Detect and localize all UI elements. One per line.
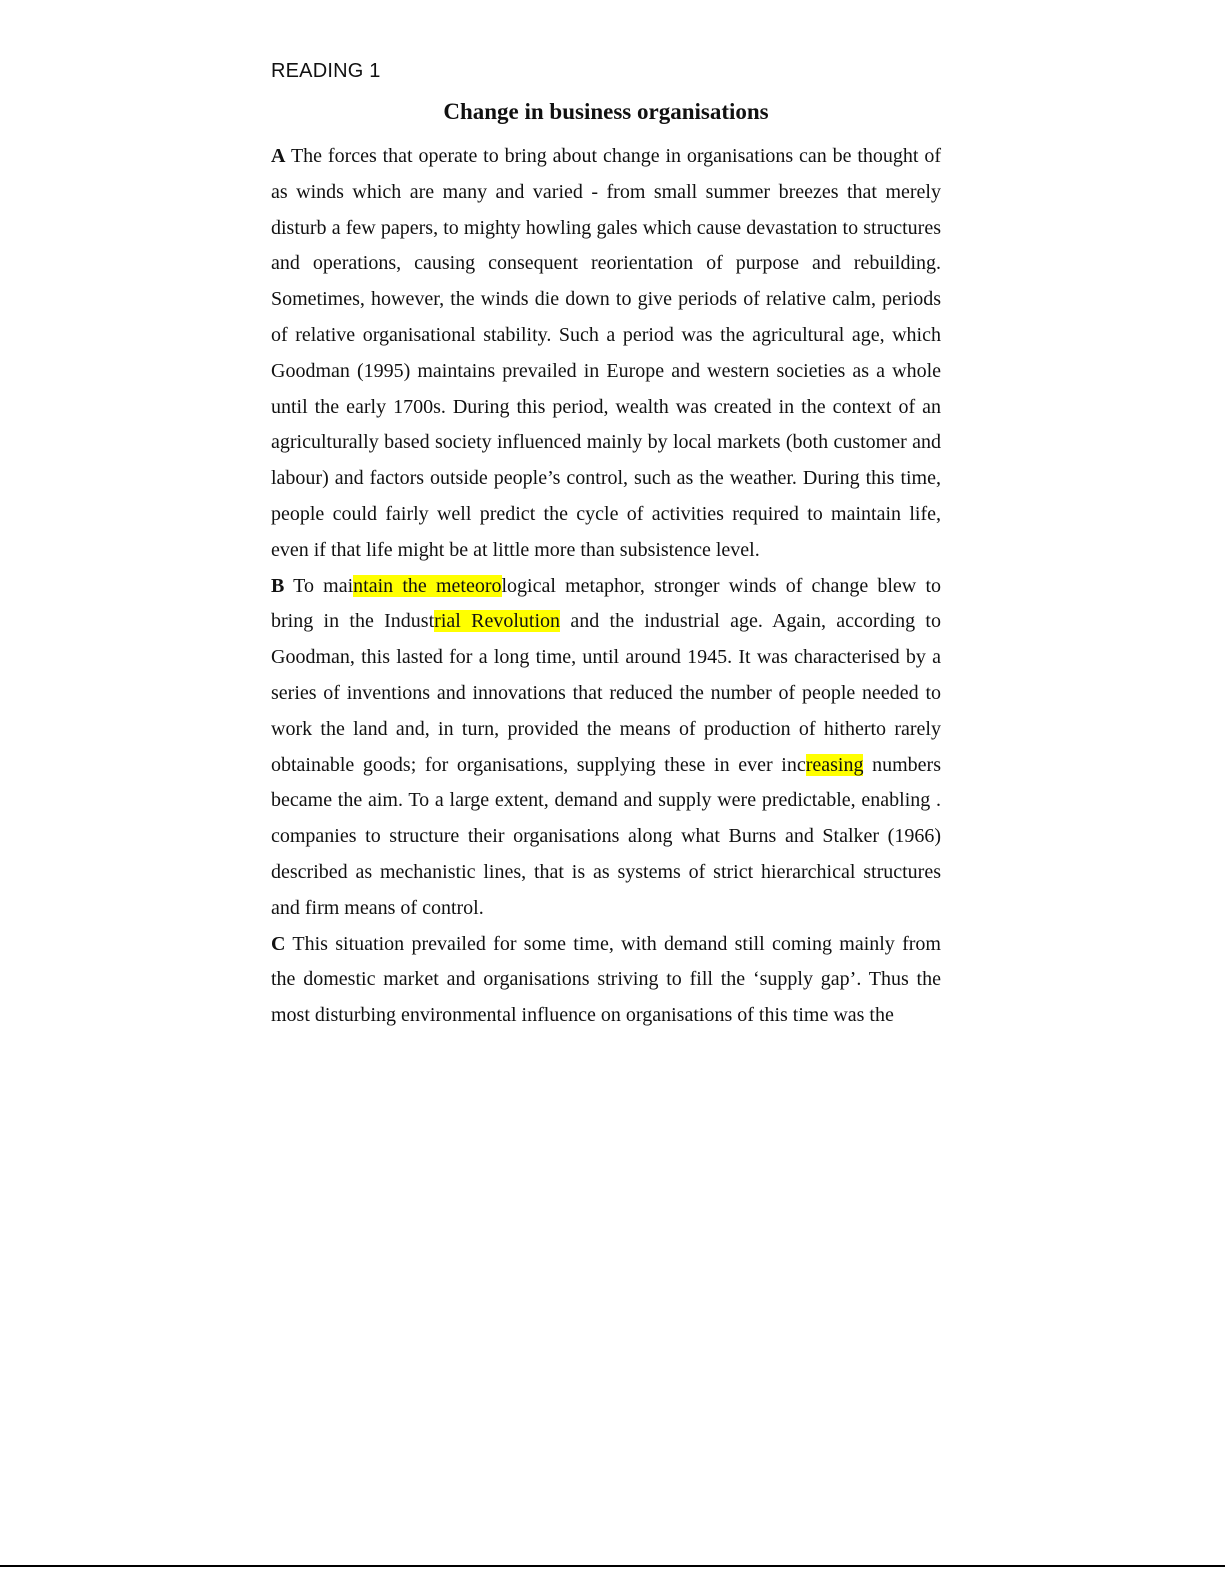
paragraph-c bbox=[271, 927, 941, 1034]
paragraph-letter-b: B bbox=[271, 574, 285, 597]
reading-label: READING 1 bbox=[271, 60, 381, 82]
paragraph-a-text: The forces that operate to bring about change in organisations can be thought of as winds which are many and varied - from small summer breezes that merely disturb a few papers, to mighty howling gales which cause devastation to structures and operations, causing consequent reorientation of purpose and rebuilding. Sometimes, however, the winds die down to give periods of relative calm, periods of relative organisational stability. Such a period was the agricultural age, which Goodman (1995) maintains prevailed in Europe and western societies as a whole until the early 1700s. During this period, wealth was created in the context of an agriculturally based society influenced mainly by local markets (both customer and labour) and factors outside people’s control, such as the weather. During this time, people could fairly well predict the cycle of activities required to maintain life, even if that life might be at little more than subsistence level. bbox=[271, 145, 941, 561]
paragraph-b bbox=[271, 569, 941, 927]
paragraph-b-text-2: logical metaphor, stronger winds of change blew to bring in the Indust bbox=[271, 574, 941, 633]
highlight-meteoro: ntain the meteoro bbox=[353, 574, 502, 597]
document-body bbox=[271, 139, 941, 1034]
paragraph-b-text-1: To mai bbox=[284, 574, 354, 597]
page-bottom-rule bbox=[0, 1565, 1225, 1567]
paragraph-b-text-3: and the industrial age. Again, according to Goodman, this lasted for a long time, until around 1945. It was characterised by a series of inventions and innovations that reduced the number of people needed to work the land and, in turn, provided the means of production of hitherto rarely obtainable goods; for organisations, supplying these in ever inc bbox=[271, 610, 941, 776]
document-title: Change in business organisations bbox=[443, 99, 769, 124]
paragraph-b-text-4: numbers became the aim. To a large extent, demand and supply were predictable, enabling . companies to structure their organisations along what Burns and Stalker (1966) described as mechanistic lines, that is as systems of strict hierarchical structures and firm means of control. bbox=[271, 753, 941, 919]
highlight-revolution: rial Revolution bbox=[434, 610, 561, 633]
paragraph-c-text: This situation prevailed for some time, with demand still coming mainly from the domestic market and organisations striving to fill the ‘supply gap’. Thus the most disturbing environmental influence on organisations of this time was the bbox=[271, 932, 941, 1027]
paragraph-letter-c: C bbox=[271, 932, 286, 955]
paragraph-letter-a: A bbox=[271, 145, 286, 167]
paragraph-a bbox=[271, 139, 941, 569]
highlight-increasing: reasing bbox=[805, 753, 864, 776]
